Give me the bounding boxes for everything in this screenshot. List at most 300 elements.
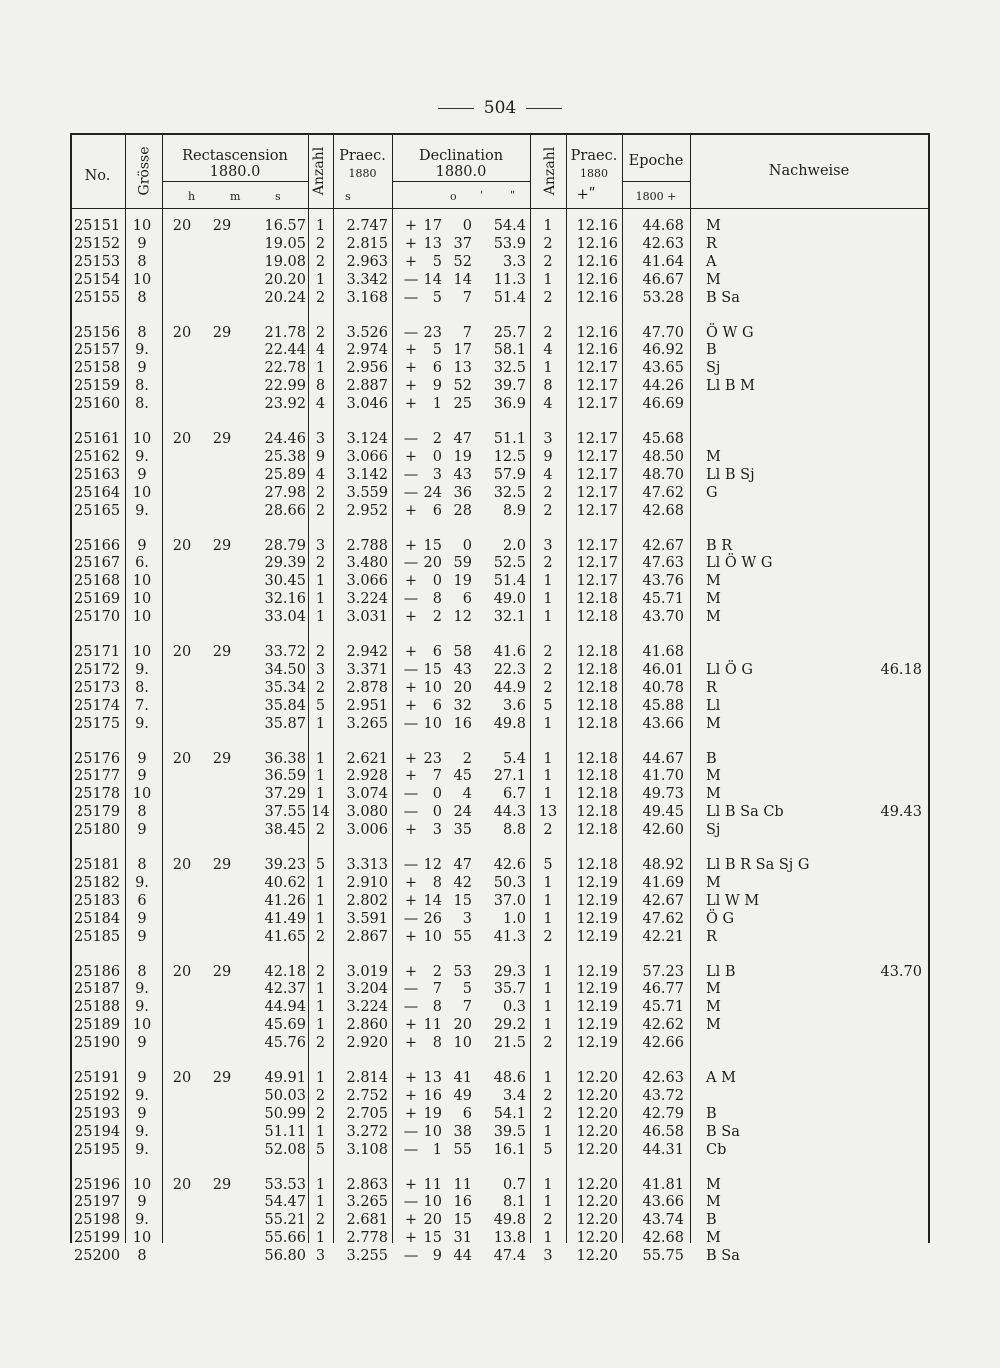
cell-praec-2: 12.19 xyxy=(576,892,618,909)
cell-praec-2: 12.19 xyxy=(576,1035,618,1052)
cell-decl-min: 43 xyxy=(453,466,472,483)
cell-epoche: 44.26 xyxy=(642,378,684,395)
cell-praec-2: 12.17 xyxy=(576,555,618,572)
cell-epoche: 47.62 xyxy=(642,910,684,927)
cell-ra-s: 44.94 xyxy=(264,999,306,1016)
cell-decl-deg: 6 xyxy=(432,697,442,714)
cell-decl-min: 14 xyxy=(453,271,472,288)
cell-decl-sec: 0.7 xyxy=(502,1176,526,1193)
vrule-ep xyxy=(690,133,691,1243)
cell-decl-min: 44 xyxy=(453,1248,472,1265)
cell-nachweise: M xyxy=(706,1017,721,1034)
cell-decl-min: 17 xyxy=(453,342,472,359)
cell-nachweise: M xyxy=(706,768,721,785)
cell-no: 25198 xyxy=(74,1212,121,1229)
cell-anzahl-2: 2 xyxy=(543,644,553,660)
cell-praec-1: 3.074 xyxy=(346,786,388,803)
cell-no: 25153 xyxy=(74,253,121,270)
cell-no: 25171 xyxy=(74,644,121,660)
cell-ra-s: 22.99 xyxy=(264,378,306,395)
cell-decl-sign: — xyxy=(403,804,419,821)
cell-decl-min: 28 xyxy=(453,502,472,519)
cell-groesse: 9 xyxy=(137,1105,147,1122)
cell-decl-deg: 2 xyxy=(432,609,442,626)
cell-ra-h: 20 xyxy=(172,644,192,660)
cell-praec-2: 12.18 xyxy=(576,679,618,696)
cell-praec-2: 12.17 xyxy=(576,484,618,501)
header-ra-title: Rectascension xyxy=(182,148,288,164)
cell-anzahl-2: 1 xyxy=(543,1017,553,1034)
cell-praec-2: 12.18 xyxy=(576,661,618,678)
header-decl-unit-min: ʹ xyxy=(480,190,484,203)
cell-epoche: 41.68 xyxy=(642,644,684,660)
cell-ra-h: 20 xyxy=(172,537,192,554)
cell-decl-min: 20 xyxy=(453,679,472,696)
cell-decl-min: 20 xyxy=(453,1017,472,1034)
cell-no: 25187 xyxy=(74,981,121,998)
cell-nachweise: Ll Ö W G xyxy=(706,555,773,572)
cell-praec-1: 3.265 xyxy=(346,715,388,732)
cell-decl-deg: 13 xyxy=(423,1070,442,1086)
cell-nachweise: Ll W M xyxy=(706,892,760,909)
cell-groesse: 10 xyxy=(132,573,152,590)
cell-no: 25176 xyxy=(74,750,121,767)
cell-decl-sec: 5.4 xyxy=(502,750,526,767)
cell-epoche: 45.88 xyxy=(642,697,684,714)
cell-praec-1: 3.168 xyxy=(346,289,388,306)
cell-anzahl-2: 1 xyxy=(543,910,553,927)
cell-praec-1: 2.956 xyxy=(346,360,388,377)
cell-decl-sign: — xyxy=(403,661,419,678)
cell-nachweise: Sj xyxy=(706,360,721,377)
cell-anzahl-1: 2 xyxy=(315,235,326,252)
cell-praec-1: 2.621 xyxy=(346,750,388,767)
cell-anzahl-1: 1 xyxy=(315,1230,326,1247)
cell-ra-s: 28.66 xyxy=(264,502,306,519)
cell-decl-sec: 8.1 xyxy=(502,1194,526,1211)
cell-no: 25182 xyxy=(74,874,121,891)
cell-ra-m: 29 xyxy=(212,218,232,234)
cell-praec-2: 12.20 xyxy=(576,1105,618,1122)
cell-no: 25154 xyxy=(74,271,121,288)
cell-ra-m: 29 xyxy=(212,644,232,660)
cell-epoche: 45.71 xyxy=(642,591,684,608)
cell-groesse: 10 xyxy=(132,271,152,288)
cell-anzahl-1: 1 xyxy=(315,786,326,803)
cell-decl-min: 13 xyxy=(453,360,472,377)
margin-note: 46.18 xyxy=(880,661,922,678)
cell-nachweise: Cb xyxy=(706,1141,727,1158)
cell-decl-min: 4 xyxy=(462,786,472,803)
cell-anzahl-2: 1 xyxy=(543,892,553,909)
cell-anzahl-1: 2 xyxy=(315,644,326,660)
cell-epoche: 41.81 xyxy=(642,1176,684,1193)
cell-no: 25183 xyxy=(74,892,121,909)
cell-groesse: 10 xyxy=(132,1230,152,1247)
cell-no: 25155 xyxy=(74,289,121,306)
cell-decl-min: 47 xyxy=(453,431,472,447)
cell-ra-m: 29 xyxy=(212,431,232,447)
cell-praec-1: 2.814 xyxy=(346,1070,388,1086)
cell-decl-min: 19 xyxy=(453,448,472,465)
cell-decl-sec: 12.5 xyxy=(493,448,526,465)
cell-decl-sign: — xyxy=(403,786,419,803)
cell-decl-sign: + xyxy=(404,218,418,234)
cell-ra-s: 40.62 xyxy=(264,874,306,891)
cell-decl-deg: 14 xyxy=(423,892,442,909)
cell-decl-sign: + xyxy=(404,253,418,270)
cell-decl-sec: 35.7 xyxy=(493,981,526,998)
cell-praec-2: 12.16 xyxy=(576,253,618,270)
header-praec2-unit: +ʺ xyxy=(576,187,596,203)
cell-decl-sign: + xyxy=(404,360,418,377)
cell-praec-2: 12.18 xyxy=(576,715,618,732)
cell-groesse: 9. xyxy=(135,715,149,732)
cell-decl-sec: 54.1 xyxy=(493,1105,526,1122)
cell-decl-sign: — xyxy=(403,981,419,998)
cell-groesse: 9. xyxy=(135,448,149,465)
cell-anzahl-2: 4 xyxy=(543,466,553,483)
cell-decl-min: 10 xyxy=(453,1035,472,1052)
cell-decl-deg: 1 xyxy=(432,1141,442,1158)
cell-nachweise: M xyxy=(706,786,721,803)
cell-praec-1: 2.887 xyxy=(346,378,388,395)
cell-praec-2: 12.18 xyxy=(576,591,618,608)
cell-no: 25185 xyxy=(74,928,121,945)
cell-decl-sign: — xyxy=(403,715,419,732)
cell-anzahl-2: 4 xyxy=(543,342,553,359)
cell-ra-s: 37.29 xyxy=(264,786,306,803)
cell-groesse: 10 xyxy=(132,591,152,608)
cell-decl-sec: 48.6 xyxy=(493,1070,526,1086)
cell-nachweise: Ll B Sj xyxy=(706,466,755,483)
header-ra-unit-s: s xyxy=(275,190,281,203)
header-ra-unit-m: m xyxy=(230,190,241,203)
cell-epoche: 42.63 xyxy=(642,1070,684,1086)
cell-decl-sign: — xyxy=(403,857,419,873)
cell-decl-min: 41 xyxy=(453,1070,472,1086)
cell-praec-2: 12.17 xyxy=(576,466,618,483)
cell-anzahl-1: 4 xyxy=(315,396,326,413)
cell-decl-min: 52 xyxy=(453,253,472,270)
cell-epoche: 42.79 xyxy=(642,1105,684,1122)
cell-decl-min: 0 xyxy=(462,537,472,554)
page-number xyxy=(0,98,1000,118)
cell-epoche: 42.66 xyxy=(642,1035,684,1052)
cell-ra-s: 30.45 xyxy=(264,573,306,590)
cell-decl-min: 36 xyxy=(453,484,472,501)
cell-praec-1: 2.863 xyxy=(346,1176,388,1193)
cell-decl-sec: 29.2 xyxy=(493,1017,526,1034)
cell-praec-1: 2.778 xyxy=(346,1230,388,1247)
cell-praec-2: 12.18 xyxy=(576,609,618,626)
cell-decl-min: 55 xyxy=(453,928,472,945)
cell-anzahl-1: 5 xyxy=(315,697,326,714)
cell-groesse: 8. xyxy=(135,679,149,696)
cell-nachweise: B xyxy=(706,1212,717,1229)
cell-ra-s: 29.39 xyxy=(264,555,306,572)
cell-praec-1: 3.066 xyxy=(346,573,388,590)
cell-decl-deg: 23 xyxy=(423,750,442,767)
cell-decl-sign: + xyxy=(404,963,418,980)
cell-decl-sec: 49.8 xyxy=(493,1212,526,1229)
cell-decl-deg: 8 xyxy=(432,1035,442,1052)
cell-decl-min: 7 xyxy=(462,324,472,341)
cell-praec-2: 12.19 xyxy=(576,910,618,927)
cell-no: 25167 xyxy=(74,555,121,572)
cell-decl-deg: 6 xyxy=(432,644,442,660)
cell-no: 25175 xyxy=(74,715,121,732)
cell-epoche: 42.63 xyxy=(642,235,684,252)
cell-praec-2: 12.20 xyxy=(576,1070,618,1086)
cell-praec-2: 12.16 xyxy=(576,289,618,306)
cell-decl-sec: 32.5 xyxy=(493,484,526,501)
cell-decl-deg: 0 xyxy=(432,786,442,803)
cell-decl-deg: 20 xyxy=(423,1212,442,1229)
cell-praec-2: 12.18 xyxy=(576,768,618,785)
cell-ra-s: 36.59 xyxy=(264,768,306,785)
cell-ra-s: 28.79 xyxy=(264,537,306,554)
cell-no: 25160 xyxy=(74,396,121,413)
cell-praec-1: 3.080 xyxy=(346,804,388,821)
cell-nachweise: Ll B R Sa Sj G xyxy=(706,857,810,873)
cell-praec-2: 12.20 xyxy=(576,1141,618,1158)
cell-decl-sign: — xyxy=(403,910,419,927)
cell-anzahl-2: 1 xyxy=(543,1070,553,1086)
cell-decl-min: 55 xyxy=(453,1141,472,1158)
table-top-rule xyxy=(70,133,930,135)
cell-anzahl-2: 1 xyxy=(543,360,553,377)
cell-epoche: 49.73 xyxy=(642,786,684,803)
cell-anzahl-1: 1 xyxy=(315,573,326,590)
cell-no: 25197 xyxy=(74,1194,121,1211)
cell-groesse: 9. xyxy=(135,1212,149,1229)
cell-no: 25163 xyxy=(74,466,121,483)
cell-praec-2: 12.16 xyxy=(576,324,618,341)
cell-anzahl-2: 2 xyxy=(543,661,553,678)
cell-no: 25179 xyxy=(74,804,121,821)
cell-decl-sec: 6.7 xyxy=(502,786,526,803)
cell-decl-sec: 53.9 xyxy=(493,235,526,252)
cell-praec-2: 12.17 xyxy=(576,448,618,465)
cell-decl-min: 35 xyxy=(453,822,472,839)
cell-praec-1: 3.265 xyxy=(346,1194,388,1211)
cell-decl-sign: — xyxy=(403,324,419,341)
cell-decl-sign: — xyxy=(403,591,419,608)
cell-nachweise: B Sa xyxy=(706,289,740,306)
cell-nachweise: Sj xyxy=(706,822,721,839)
cell-ra-s: 49.91 xyxy=(264,1070,306,1086)
cell-decl-min: 24 xyxy=(453,804,472,821)
cell-epoche: 46.01 xyxy=(642,661,684,678)
cell-decl-min: 15 xyxy=(453,892,472,909)
cell-groesse: 9 xyxy=(137,750,147,767)
cell-anzahl-1: 2 xyxy=(315,324,326,341)
cell-praec-1: 2.920 xyxy=(346,1035,388,1052)
cell-ra-s: 20.24 xyxy=(264,289,306,306)
cell-no: 25157 xyxy=(74,342,121,359)
cell-decl-min: 15 xyxy=(453,1212,472,1229)
cell-ra-s: 32.16 xyxy=(264,591,306,608)
cell-ra-s: 41.26 xyxy=(264,892,306,909)
cell-nachweise: B Sa xyxy=(706,1123,740,1140)
cell-no: 25174 xyxy=(74,697,121,714)
cell-decl-deg: 7 xyxy=(432,981,442,998)
cell-anzahl-2: 2 xyxy=(543,1212,553,1229)
cell-anzahl-2: 2 xyxy=(543,822,553,839)
cell-decl-sec: 52.5 xyxy=(493,555,526,572)
cell-epoche: 43.66 xyxy=(642,715,684,732)
cell-nachweise: R xyxy=(706,928,717,945)
cell-anzahl-1: 1 xyxy=(315,999,326,1016)
cell-decl-sec: 3.4 xyxy=(502,1087,526,1104)
cell-ra-s: 35.34 xyxy=(264,679,306,696)
cell-epoche: 46.92 xyxy=(642,342,684,359)
cell-anzahl-1: 14 xyxy=(311,804,330,821)
header-decl-epoch: 1880.0 xyxy=(435,164,487,180)
cell-groesse: 9 xyxy=(137,822,147,839)
cell-decl-sign: — xyxy=(403,271,419,288)
cell-anzahl-2: 2 xyxy=(543,928,553,945)
cell-praec-2: 12.18 xyxy=(576,857,618,873)
cell-decl-sign: + xyxy=(404,892,418,909)
cell-decl-min: 0 xyxy=(462,218,472,234)
cell-anzahl-1: 1 xyxy=(315,750,326,767)
cell-praec-2: 12.20 xyxy=(576,1194,618,1211)
cell-no: 25189 xyxy=(74,1017,121,1034)
cell-decl-deg: 11 xyxy=(423,1017,442,1034)
cell-decl-min: 6 xyxy=(462,1105,472,1122)
cell-anzahl-1: 2 xyxy=(315,1035,326,1052)
cell-nachweise: M xyxy=(706,1194,721,1211)
cell-decl-deg: 5 xyxy=(432,289,442,306)
cell-nachweise: A xyxy=(706,253,717,270)
cell-nachweise: M xyxy=(706,591,721,608)
cell-anzahl-1: 2 xyxy=(315,1087,326,1104)
ra-sub-rule xyxy=(162,181,308,182)
cell-anzahl-2: 2 xyxy=(543,253,553,270)
cell-epoche: 45.68 xyxy=(642,431,684,447)
cell-decl-min: 42 xyxy=(453,874,472,891)
cell-groesse: 8 xyxy=(137,324,147,341)
cell-no: 25152 xyxy=(74,235,121,252)
cell-decl-sec: 41.6 xyxy=(493,644,526,660)
cell-groesse: 9. xyxy=(135,1141,149,1158)
margin-note: 49.43 xyxy=(880,804,922,821)
cell-nachweise: G xyxy=(706,484,718,501)
cell-groesse: 9 xyxy=(137,360,147,377)
cell-nachweise: M xyxy=(706,981,721,998)
cell-anzahl-1: 2 xyxy=(315,679,326,696)
cell-epoche: 47.63 xyxy=(642,555,684,572)
cell-ra-h: 20 xyxy=(172,857,192,873)
cell-groesse: 8 xyxy=(137,253,147,270)
cell-nachweise: B xyxy=(706,342,717,359)
cell-decl-deg: 0 xyxy=(432,448,442,465)
cell-praec-1: 3.371 xyxy=(346,661,388,678)
cell-ra-s: 33.72 xyxy=(264,644,306,660)
cell-anzahl-1: 1 xyxy=(315,609,326,626)
cell-groesse: 7. xyxy=(135,697,149,714)
cell-groesse: 8. xyxy=(135,396,149,413)
cell-groesse: 9 xyxy=(137,928,147,945)
cell-decl-deg: 16 xyxy=(423,1087,442,1104)
cell-no: 25191 xyxy=(74,1070,121,1086)
cell-anzahl-2: 1 xyxy=(543,573,553,590)
cell-ra-s: 35.84 xyxy=(264,697,306,714)
cell-anzahl-1: 1 xyxy=(315,1123,326,1140)
cell-no: 25192 xyxy=(74,1087,121,1104)
cell-groesse: 9 xyxy=(137,235,147,252)
cell-decl-sec: 54.4 xyxy=(493,218,526,234)
cell-praec-1: 3.559 xyxy=(346,484,388,501)
cell-epoche: 42.60 xyxy=(642,822,684,839)
cell-praec-1: 3.224 xyxy=(346,999,388,1016)
cell-praec-2: 12.19 xyxy=(576,874,618,891)
cell-decl-sec: 3.3 xyxy=(502,253,526,270)
cell-ra-s: 51.11 xyxy=(264,1123,306,1140)
header-praec1-title: Praec. xyxy=(339,148,386,164)
cell-decl-sec: 36.9 xyxy=(493,396,526,413)
cell-no: 25194 xyxy=(74,1123,121,1140)
cell-decl-deg: 5 xyxy=(432,253,442,270)
cell-nachweise: Ö G xyxy=(706,910,735,927)
cell-ra-s: 37.55 xyxy=(264,804,306,821)
cell-ra-s: 42.37 xyxy=(264,981,306,998)
cell-no: 25172 xyxy=(74,661,121,678)
cell-anzahl-1: 1 xyxy=(315,1194,326,1211)
cell-anzahl-1: 2 xyxy=(315,822,326,839)
cell-decl-sec: 27.1 xyxy=(493,768,526,785)
cell-groesse: 9. xyxy=(135,661,149,678)
cell-praec-1: 3.272 xyxy=(346,1123,388,1140)
cell-ra-s: 55.21 xyxy=(264,1212,306,1229)
cell-decl-sign: + xyxy=(404,644,418,660)
cell-decl-deg: 6 xyxy=(432,360,442,377)
catalogue-table xyxy=(70,133,930,1265)
cell-decl-min: 19 xyxy=(453,573,472,590)
cell-decl-min: 32 xyxy=(453,697,472,714)
header-no: No. xyxy=(84,168,111,184)
cell-ra-s: 39.23 xyxy=(264,857,306,873)
cell-praec-2: 12.20 xyxy=(576,1087,618,1104)
cell-anzahl-1: 2 xyxy=(315,289,326,306)
cell-decl-min: 16 xyxy=(453,715,472,732)
cell-anzahl-2: 1 xyxy=(543,786,553,803)
cell-groesse: 9 xyxy=(137,1070,147,1086)
header-praec2-title: Praec. xyxy=(570,148,618,164)
cell-decl-deg: 23 xyxy=(423,324,442,341)
cell-decl-min: 53 xyxy=(453,963,472,980)
cell-decl-sign: — xyxy=(403,289,419,306)
cell-decl-sec: 51.1 xyxy=(493,431,526,447)
cell-no: 25162 xyxy=(74,448,121,465)
cell-no: 25161 xyxy=(74,431,121,447)
cell-praec-1: 3.019 xyxy=(346,963,388,980)
cell-no: 25165 xyxy=(74,502,121,519)
cell-groesse: 6. xyxy=(135,555,149,572)
cell-epoche: 41.69 xyxy=(642,874,684,891)
cell-praec-1: 2.860 xyxy=(346,1017,388,1034)
cell-anzahl-2: 1 xyxy=(543,1176,553,1193)
cell-praec-1: 2.681 xyxy=(346,1212,388,1229)
header-decl-unit-sec: ʺ xyxy=(510,190,516,203)
cell-nachweise: Ö W G xyxy=(706,324,754,341)
header-nachweise: Nachweise xyxy=(768,163,850,179)
cell-anzahl-1: 3 xyxy=(315,537,326,554)
cell-decl-sign: + xyxy=(404,1017,418,1034)
cell-groesse: 10 xyxy=(132,644,152,660)
